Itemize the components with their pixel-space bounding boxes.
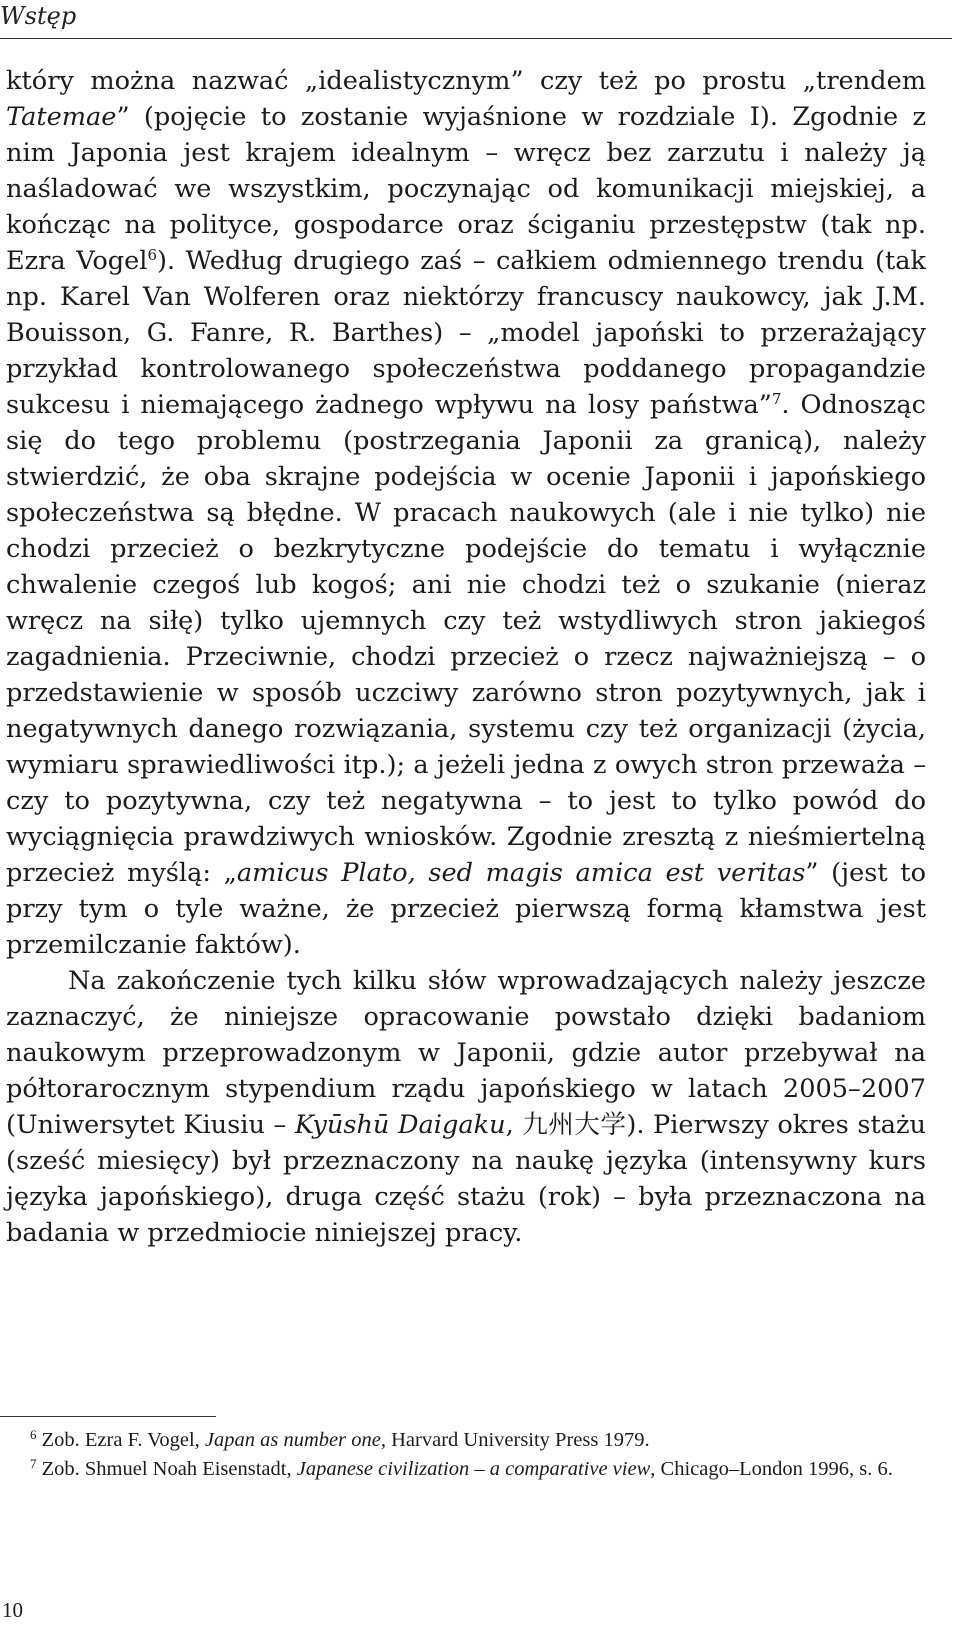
footnote-marker: 7 [30, 1456, 37, 1471]
running-head: Wstęp [0, 2, 77, 30]
footnote-6 [2, 1426, 924, 1455]
footnotes [2, 1426, 924, 1484]
paragraph-1-text: ). Według drugiego zaś – całkiem odmiennego trendu (tak np. Karel Van Wolferen oraz niektórzy francuscy naukowcy, jak J.M. Bouisson, G. Fanre, R. Barthes) – „model japoński to przerażający przykład kontrolowanego społeczeństwa poddanego propagandzie sukcesu i niemającego żadnego wpływu na losy państwa” [6, 246, 926, 420]
paragraph-1-text: ” (jest to przy tym o tyle ważne, że przecież pierwszą formą kłamstwa jest przemilczanie faktów). [6, 858, 926, 960]
footnote-ref-7[interactable]: 7 [771, 390, 782, 408]
paragraph-1-text: ” (pojęcie to zostanie wyjaśnione w rozdziale I). Zgodnie z nim Japonia jest krajem idealnym – wręcz bez zarzutu i należy ją naśladować we wszystkim, poczynając od komunikacji miejskiej, a kończąc na polityce, gospodarce oraz ściganiu przestępstw (tak np. Ezra Vogel [6, 102, 926, 276]
footnote-text: , Chicago–London 1996, s. 6. [650, 1458, 893, 1480]
footnote-text: , Harvard University Press 1979. [380, 1429, 650, 1451]
footnote-title: Japanese civilization – a comparative view [296, 1458, 651, 1480]
footnote-text: Zob. Shmuel Noah Eisenstadt, [36, 1458, 297, 1480]
paragraph-1-text: który można nazwać „idealistycznym” czy też po prostu „trendem [6, 66, 926, 96]
footnote-marker: 6 [30, 1427, 37, 1442]
paragraph-2-text: , 九州大学). Pierwszy okres stażu (sześć miesięcy) był przeznaczony na naukę języka (intensywny kurs języka japońskiego), druga część stażu (rok) – była przeznaczona na badania w przedmiocie niniejszej pracy. [6, 1110, 926, 1248]
paragraph-2-text: Na zakończenie tych kilku słów wprowadzających należy jeszcze zaznaczyć, że niniejsze opracowanie powstało dzięki badaniom naukowym przeprowadzonym w Japonii, gdzie autor przebywał na półtorarocznym stypendium rządu japońskiego w latach 2005–2007 (Uniwersytet Kiusiu – [6, 966, 926, 1140]
header-rule [0, 38, 952, 39]
footnote-ref-6[interactable]: 6 [147, 246, 158, 264]
footnote-rule [0, 1416, 216, 1417]
footnote-text: Zob. Ezra F. Vogel, [36, 1429, 205, 1451]
footnote-7 [2, 1455, 924, 1484]
paragraph-1-text: . Odnosząc się do tego problemu (postrzegania Japonii za granicą), należy stwierdzić, że oba skrajne podejścia w ocenie Japonii i japońskiego społeczeństwa są błędne. W pracach naukowych (ale i nie tylko) nie chodzi przecież o bezkrytyczne podejście do tematu i wyłącznie chwalenie czegoś lub kogoś; ani nie chodzi też o szukanie (nieraz wręcz na siłę) tylko ujemnych czy też wstydliwych stron jakiegoś zagadnienia. Przeciwnie, chodzi przecież o rzecz najważniejszą – o przedstawienie w sposób uczciwy zarówno stron pozytywnych, jak i negatywnych danego rozwiązania, systemu czy też organizacji (życia, wymiaru sprawiedliwości itp.); a jeżeli jedna z owych stron przeważa – czy to pozytywna, czy też negatywna – to jest to tylko powód do wyciągnięcia prawdziwych wniosków. Zgodnie zresztą z nieśmiertelną przecież myślą: „ [6, 390, 926, 888]
paragraph-1 [6, 63, 926, 963]
university-name-romaji: Kyūshū Daigaku [294, 1110, 506, 1140]
tatemae-term: Tatemae [6, 102, 117, 132]
page-number: 10 [2, 1598, 23, 1622]
footnote-title: Japan as number one [204, 1429, 381, 1451]
paragraph-2 [6, 963, 926, 1251]
latin-quote: amicus Plato, sed magis amica est veritas [236, 858, 806, 888]
main-text [6, 63, 926, 1251]
